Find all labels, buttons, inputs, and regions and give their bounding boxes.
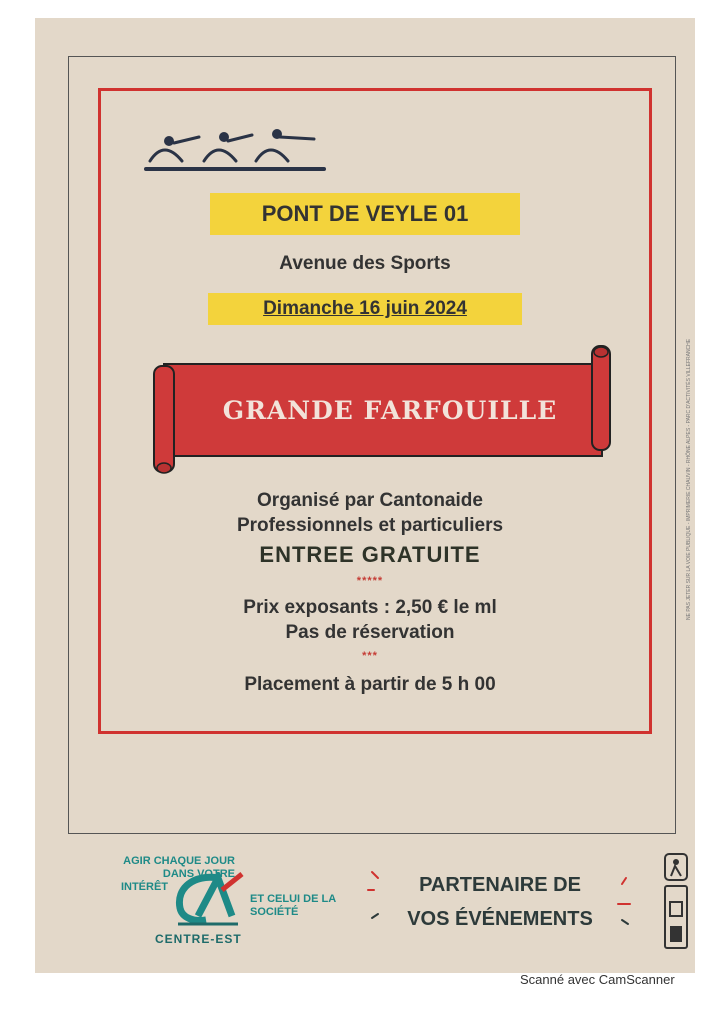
street-label: Avenue des Sports <box>279 253 451 274</box>
organizer-line: Organisé par Cantonaide <box>257 490 483 511</box>
slogan-line-5: SOCIÉTÉ <box>250 906 299 918</box>
reservation-line: Pas de réservation <box>285 622 455 643</box>
audience-line: Professionnels et particuliers <box>236 515 504 536</box>
stars-separator-2: *** <box>362 650 378 662</box>
credit-agricole-logo-icon <box>174 872 244 928</box>
banner-title: GRANDE FARFOUILLE <box>222 396 558 425</box>
recycle-icon <box>661 852 691 952</box>
town-label: PONT DE VEYLE 01 <box>210 193 520 235</box>
camscanner-credit: Scanné avec CamScanner <box>520 972 675 987</box>
slogan-line-1: AGIR CHAQUE JOUR <box>123 855 235 867</box>
slogan-line-4: ET CELUI DE LA <box>250 893 337 905</box>
partner-slogan <box>375 868 625 936</box>
placement-line: Placement à partir de 5 h 00 <box>244 674 496 695</box>
sponsor-region: CENTRE-EST <box>155 932 242 946</box>
entry-line: ENTREE GRATUITE <box>259 542 481 567</box>
slogan-line-2: DANS VOTRE <box>162 868 235 880</box>
stars-separator: ***** <box>356 575 384 587</box>
slogan-line-3: INTÉRÊT <box>120 881 168 893</box>
date-label: Dimanche 16 juin 2024 <box>208 293 522 325</box>
price-line: Prix exposants : 2,50 € le ml <box>243 597 497 618</box>
partner-line-1: PARTENAIRE DE <box>419 874 581 896</box>
side-legal-text <box>686 610 687 620</box>
partner-line-2: VOS ÉVÉNEMENTS <box>407 908 593 930</box>
rowers-logo-icon <box>144 125 326 175</box>
trash-bin-icon <box>665 886 687 948</box>
sponsor-slogan-end <box>250 893 350 919</box>
